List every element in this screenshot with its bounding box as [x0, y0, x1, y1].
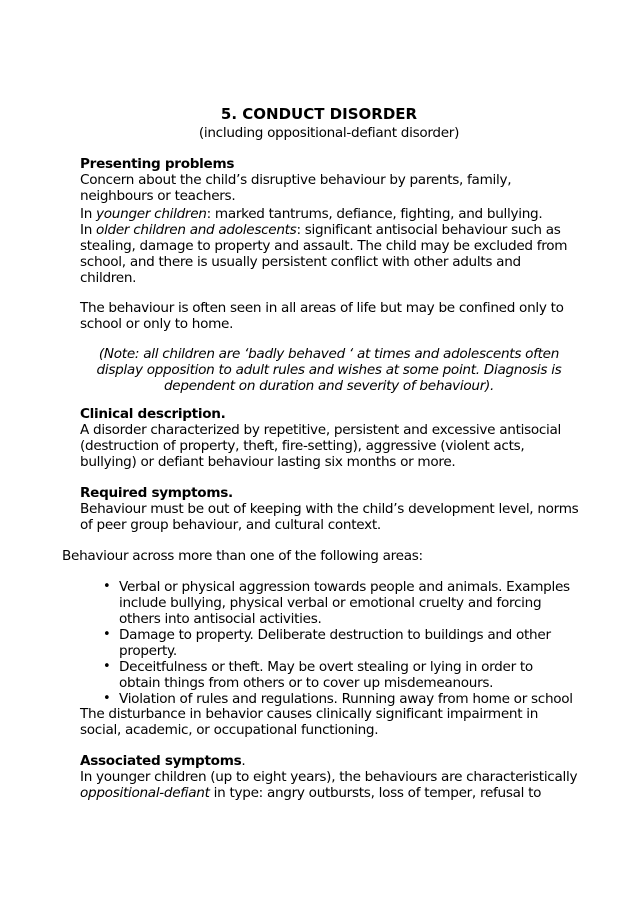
areas-intro: Behaviour across more than one of the following areas:: [62, 548, 423, 564]
clinical-line: bullying) or defiant behaviour lasting six months or more.: [80, 454, 456, 470]
disturbance-line: social, academic, or occupational functioning.: [80, 722, 379, 738]
text-run: in type: angry outbursts, loss of temper, refusal to: [209, 785, 542, 801]
text-run: : marked tantrums, defiance, fighting, and bullying.: [206, 206, 543, 222]
list-item-line: others into antisocial activities.: [119, 611, 322, 627]
bullet-icon: •: [103, 627, 111, 642]
list-item-line: Deceitfulness or theft. May be overt stealing or lying in order to: [119, 659, 533, 675]
note-line: [0, 378, 638, 394]
list-item-line: Damage to property. Deliberate destruction to buildings and other: [119, 627, 551, 643]
required-line: Behaviour must be out of keeping with the child’s development level, norms: [80, 501, 579, 517]
emphasis-oppositional-defiant: oppositional-defiant: [80, 785, 210, 801]
presenting-paragraph-line: The behaviour is often seen in all areas of life but may be confined only to: [80, 300, 564, 316]
associated-line: In younger children (up to eight years), the behaviours are characteristically: [80, 769, 578, 785]
text-run: In: [80, 222, 97, 238]
presenting-line: neighbours or teachers.: [80, 188, 236, 204]
bullet-icon: •: [103, 579, 111, 594]
disturbance-line: The disturbance in behavior causes clinically significant impairment in: [80, 706, 539, 722]
note-line: [0, 362, 638, 378]
presenting-paragraph-line: school or only to home.: [80, 316, 234, 332]
required-heading: Required symptoms.: [80, 485, 233, 501]
text-run: : significant antisocial behaviour such as: [296, 222, 561, 238]
note-text: dependent on duration and severity of behaviour).: [163, 378, 495, 394]
page-subtitle: (including oppositional-defiant disorder): [198, 125, 460, 141]
associated-line: [80, 785, 541, 801]
presenting-line: [80, 222, 561, 238]
clinical-heading: Clinical description.: [80, 406, 226, 422]
text-run: .: [241, 753, 246, 769]
emphasis-younger-children: younger children: [96, 206, 207, 222]
list-item-line: obtain things from others or to cover up misdemeanours.: [119, 675, 494, 691]
required-line: of peer group behaviour, and cultural context.: [80, 517, 381, 533]
note-text: (Note: all children are ‘badly behaved ‘ at times and adolescents often: [98, 346, 560, 362]
associated-heading: [80, 753, 245, 769]
presenting-line: Concern about the child’s disruptive behaviour by parents, family,: [80, 172, 512, 188]
list-item-line: property.: [119, 643, 177, 659]
associated-heading-text: Associated symptoms: [80, 753, 242, 769]
presenting-line: children.: [80, 270, 137, 286]
presenting-line: stealing, damage to property and assault. The child may be excluded from: [80, 238, 568, 254]
text-run: In: [80, 206, 97, 222]
presenting-line: [80, 206, 542, 222]
list-item-line: Violation of rules and regulations. Running away from home or school: [119, 691, 573, 707]
bullet-icon: •: [103, 691, 111, 706]
note-text: display opposition to adult rules and wishes at some point. Diagnosis is: [96, 362, 562, 378]
clinical-line: A disorder characterized by repetitive, persistent and excessive antisocial: [80, 422, 562, 438]
bullet-icon: •: [103, 659, 111, 674]
list-item-line: Verbal or physical aggression towards people and animals. Examples: [119, 579, 570, 595]
list-item-line: include bullying, physical verbal or emotional cruelty and forcing: [119, 595, 542, 611]
presenting-heading: Presenting problems: [80, 156, 235, 172]
presenting-line: school, and there is usually persistent conflict with other adults and: [80, 254, 521, 270]
clinical-line: (destruction of property, theft, fire-setting), aggressive (violent acts,: [80, 438, 525, 454]
note-line: [0, 346, 638, 362]
page-title: 5. CONDUCT DISORDER: [220, 105, 418, 123]
emphasis-older-children: older children and adolescents: [96, 222, 297, 238]
